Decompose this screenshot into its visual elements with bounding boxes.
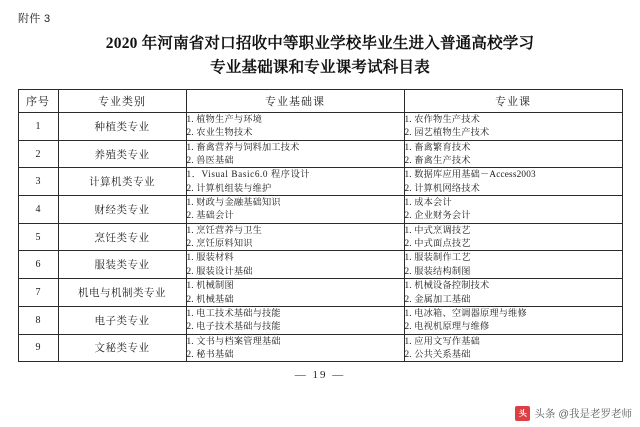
row-major-courses bbox=[404, 334, 622, 362]
page-title-line2: 专业基础课和专业课考试科目表 bbox=[210, 59, 430, 77]
course-item: 2. 电视机原理与维修 bbox=[404, 321, 490, 332]
course-item: 1. 植物生产与环境 bbox=[186, 114, 262, 125]
row-category: 电子类专业 bbox=[58, 306, 186, 334]
subject-table bbox=[18, 89, 623, 362]
row-major-courses bbox=[404, 279, 622, 307]
row-category: 机电与机制类专业 bbox=[58, 279, 186, 307]
row-number: 3 bbox=[18, 168, 58, 196]
row-category: 计算机类专业 bbox=[58, 168, 186, 196]
row-number: 4 bbox=[18, 196, 58, 224]
course-item: 2. 服装结构制图 bbox=[404, 265, 471, 276]
course-item: 1. 畜禽营养与饲料加工技术 bbox=[186, 141, 300, 152]
page-number: — 19 — bbox=[294, 369, 346, 382]
course-item: 1. 财政与金融基础知识 bbox=[186, 197, 281, 208]
watermark-text: 头条 @我是老罗老师 bbox=[534, 408, 632, 420]
course-item: 1. 服装材料 bbox=[186, 252, 234, 263]
course-item: 2. 农业生物技术 bbox=[186, 127, 253, 138]
course-item: 1. 成本会计 bbox=[404, 197, 452, 208]
row-number: 9 bbox=[18, 334, 58, 362]
table-header-row bbox=[18, 90, 622, 113]
row-category: 养殖类专业 bbox=[58, 140, 186, 168]
course-item: 1. 农作物生产技术 bbox=[404, 114, 480, 125]
course-item: 2. 畜禽生产技术 bbox=[404, 155, 471, 166]
course-item: 2. 兽医基础 bbox=[186, 155, 234, 166]
course-item: 2. 园艺植物生产技术 bbox=[404, 127, 490, 138]
table-row bbox=[18, 251, 622, 279]
row-number: 2 bbox=[18, 140, 58, 168]
course-item: 1. 应用文写作基础 bbox=[404, 335, 480, 346]
row-base-courses bbox=[186, 306, 404, 334]
course-item: 2. 计算机组装与维护 bbox=[186, 182, 272, 193]
table-row bbox=[18, 140, 622, 168]
course-item: 2. 电子技术基础与技能 bbox=[186, 321, 281, 332]
row-major-courses bbox=[404, 223, 622, 251]
course-item: 1. 文书与档案管理基础 bbox=[186, 335, 281, 346]
row-category: 文秘类专业 bbox=[58, 334, 186, 362]
course-item: 1. 电工技术基础与技能 bbox=[186, 307, 281, 318]
watermark-logo-icon: 头 bbox=[515, 406, 530, 421]
course-item: 2. 基础会计 bbox=[186, 210, 234, 221]
course-item: 1. 电冰箱、空调器原理与维修 bbox=[404, 307, 527, 318]
row-base-courses bbox=[186, 334, 404, 362]
course-item: 1. 烹饪营养与卫生 bbox=[186, 224, 262, 235]
course-item: 2. 服装设计基础 bbox=[186, 265, 253, 276]
course-item: 2. 企业财务会计 bbox=[404, 210, 471, 221]
row-base-courses bbox=[186, 113, 404, 141]
row-major-courses bbox=[404, 140, 622, 168]
course-item: 1. 数据库应用基础－Access2003 bbox=[404, 169, 536, 180]
row-major-courses bbox=[404, 306, 622, 334]
row-number: 5 bbox=[18, 223, 58, 251]
course-item: 2. 烹饪原料知识 bbox=[186, 238, 253, 249]
row-base-courses bbox=[186, 279, 404, 307]
column-header-major-course: 专业课 bbox=[404, 90, 622, 113]
watermark bbox=[515, 406, 632, 421]
page-title-line1: 2020 年河南省对口招收中等职业学校毕业生进入普通高校学习 bbox=[105, 35, 535, 52]
row-number: 6 bbox=[18, 251, 58, 279]
row-major-courses bbox=[404, 168, 622, 196]
table-row bbox=[18, 306, 622, 334]
row-category: 烹饪类专业 bbox=[58, 223, 186, 251]
row-number: 8 bbox=[18, 306, 58, 334]
page-title bbox=[16, 32, 624, 80]
course-item: 2. 计算机网络技术 bbox=[404, 182, 480, 193]
course-item: 1. 机械制图 bbox=[186, 280, 234, 291]
row-category: 财经类专业 bbox=[58, 196, 186, 224]
row-number: 1 bbox=[18, 113, 58, 141]
row-major-courses bbox=[404, 251, 622, 279]
row-base-courses bbox=[186, 196, 404, 224]
row-number: 7 bbox=[18, 279, 58, 307]
table-row bbox=[18, 334, 622, 362]
course-item: 2. 公共关系基础 bbox=[404, 348, 471, 359]
table-row bbox=[18, 223, 622, 251]
row-base-courses bbox=[186, 223, 404, 251]
course-item: 1. 机械设备控制技术 bbox=[404, 280, 490, 291]
row-major-courses bbox=[404, 196, 622, 224]
row-category: 服装类专业 bbox=[58, 251, 186, 279]
column-header-base-course: 专业基础课 bbox=[186, 90, 404, 113]
column-header-category: 专业类别 bbox=[58, 90, 186, 113]
table-row bbox=[18, 279, 622, 307]
table-row bbox=[18, 113, 622, 141]
table-row bbox=[18, 168, 622, 196]
row-base-courses bbox=[186, 251, 404, 279]
row-base-courses bbox=[186, 168, 404, 196]
course-item: 2. 中式面点技艺 bbox=[404, 238, 471, 249]
course-item: 1. 中式烹调技艺 bbox=[404, 224, 471, 235]
table-row bbox=[18, 196, 622, 224]
course-item: 2. 机械基础 bbox=[186, 293, 234, 304]
row-base-courses bbox=[186, 140, 404, 168]
column-header-no: 序号 bbox=[18, 90, 58, 113]
course-item: 1. 畜禽繁育技术 bbox=[404, 141, 471, 152]
row-major-courses bbox=[404, 113, 622, 141]
course-item: 1. 服装制作工艺 bbox=[404, 252, 471, 263]
course-item: 2. 秘书基础 bbox=[186, 348, 234, 359]
course-item: 2. 金属加工基础 bbox=[404, 293, 471, 304]
course-item: 1．Visual Basic6.0 程序设计 bbox=[186, 169, 311, 180]
row-category: 种植类专业 bbox=[58, 113, 186, 141]
attachment-label: 附件 3 bbox=[18, 13, 51, 25]
